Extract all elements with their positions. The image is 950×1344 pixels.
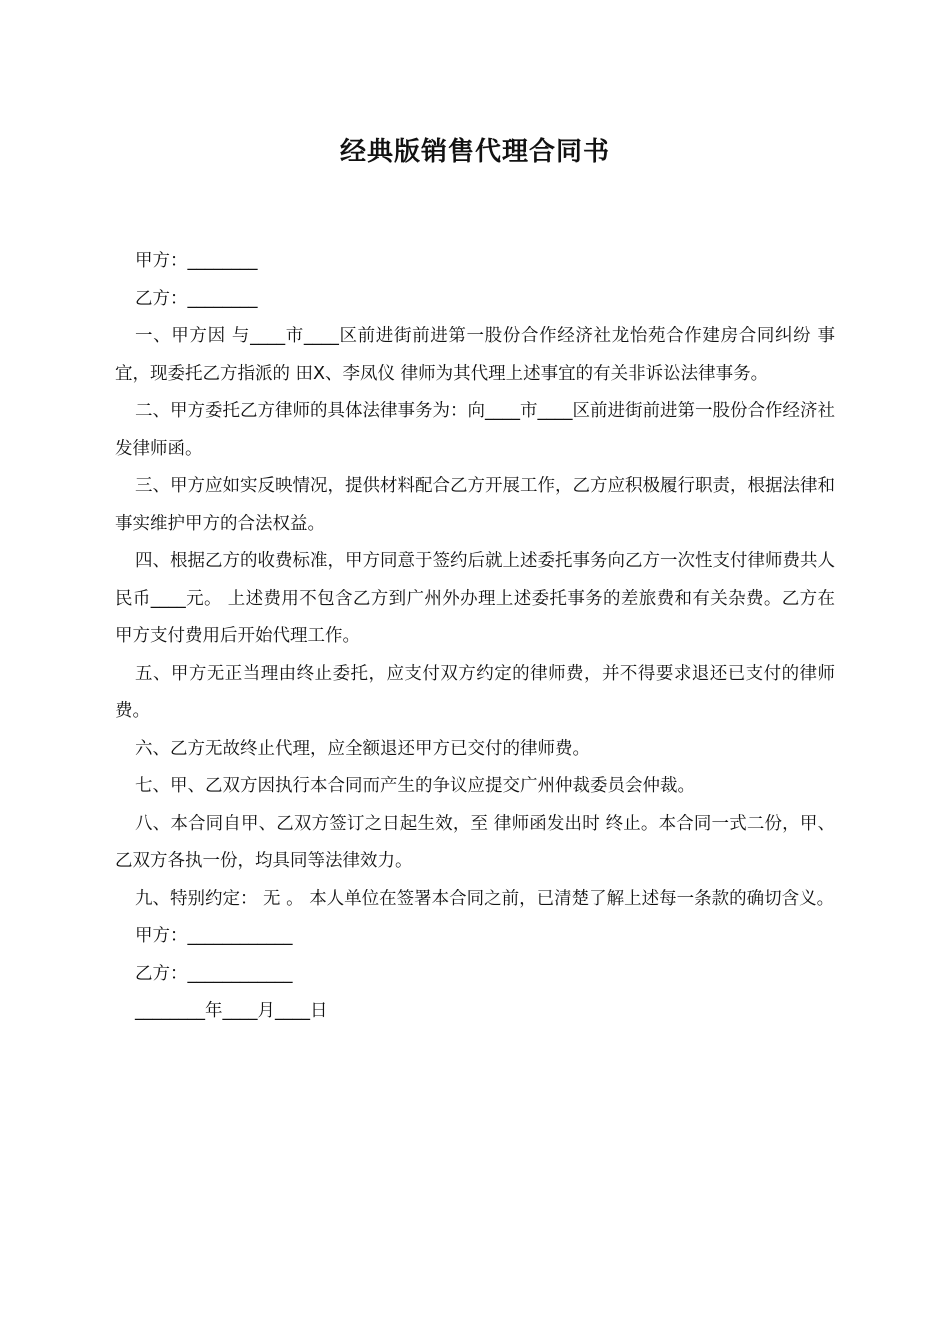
clause-5: 五、甲方无正当理由终止委托，应支付双方约定的律师费，并不得要求退还已支付的律师费。	[115, 663, 835, 721]
clause-6: 六、乙方无故终止代理，应全额退还甲方已交付的律师费。	[135, 738, 590, 759]
clause-4: 四、根据乙方的收费标准，甲方同意于签约后就上述委托事务向乙方一次性支付律师费共人民币____元。 上述费用不包含乙方到广州外办理上述委托事务的差旅费和有关杂费。乙方在甲方支付费用后开始代理工作。	[115, 551, 835, 646]
clause-7: 七、甲、乙双方因执行本合同而产生的争议应提交广州仲裁委员会仲裁。	[135, 776, 695, 796]
clause-2: 二、甲方委托乙方律师的具体法律事务为：向____市____区前进街前进第一股份合作经济社发律师函。	[115, 401, 835, 459]
document-body	[115, 243, 835, 1031]
clause-3: 三、甲方应如实反映情况，提供材料配合乙方开展工作，乙方应积极履行职责，根据法律和事实维护甲方的合法权益。	[115, 476, 835, 534]
party-b-line: 乙方：________	[135, 288, 258, 309]
signature-party-a: 甲方：____________	[135, 926, 293, 946]
party-a-line: 甲方：________	[135, 251, 258, 271]
clause-8: 八、本合同自甲、乙双方签订之日起生效，至 律师函发出时 终止。本合同一式二份，甲、乙双方各执一份，均具同等法律效力。	[115, 813, 835, 871]
signature-party-b: 乙方：____________	[135, 963, 293, 984]
signature-date: ________年____月____日	[135, 1001, 328, 1021]
document-title: 经典版销售代理合同书	[339, 137, 610, 167]
clause-9: 九、特别约定： 无 。 本人单位在签署本合同之前，已清楚了解上述每一条款的确切含义。	[135, 888, 835, 909]
clause-1: 一、甲方因 与____市____区前进街前进第一股份合作经济社龙怡苑合作建房合同纠纷 事宜，现委托乙方指派的 田X、李凤仪 律师为其代理上述事宜的有关非诉讼法律事务。	[115, 326, 835, 384]
